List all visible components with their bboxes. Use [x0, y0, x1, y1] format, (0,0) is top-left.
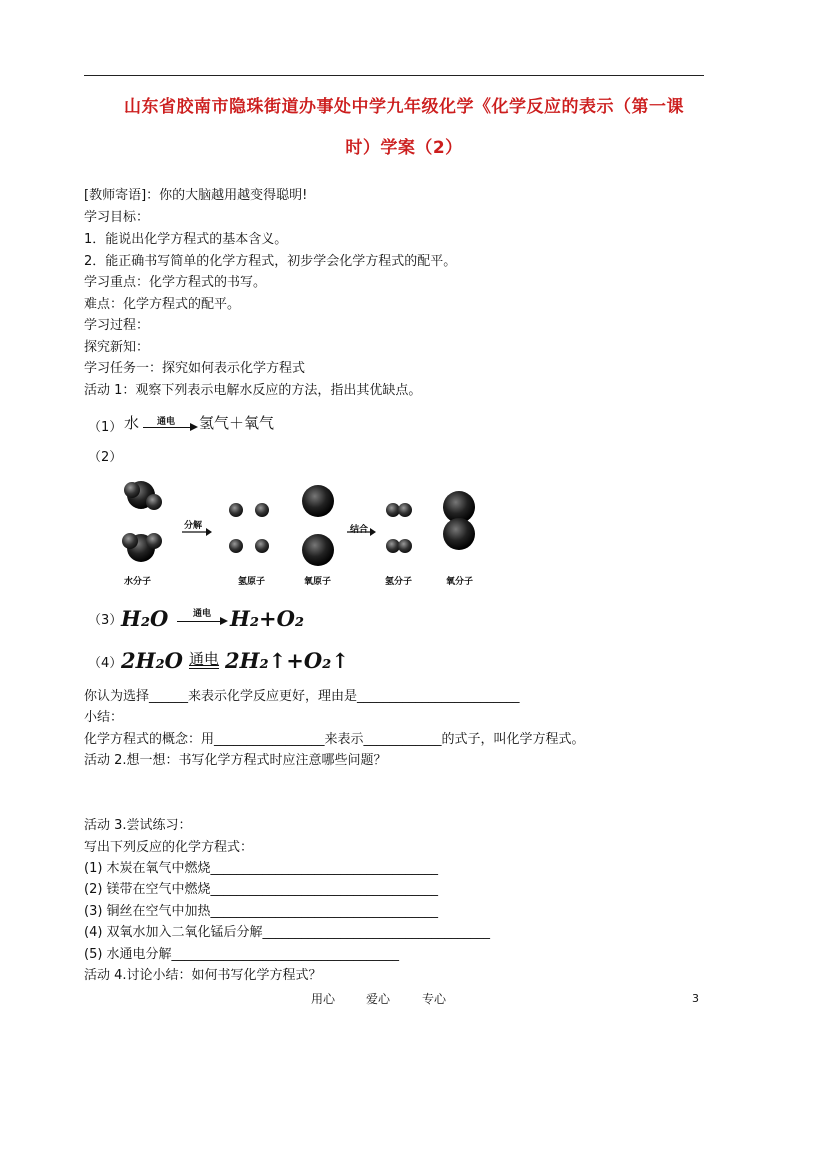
page-number: 3 — [692, 992, 699, 1005]
objectives-heading: 学习目标： — [84, 210, 150, 225]
oxygen-molecule — [443, 491, 475, 550]
objective-1: 1．能说出化学方程式的基本含义。 — [84, 232, 288, 247]
activity-3: 活动 3.尝试练习： — [84, 818, 192, 833]
eq3-arrow — [177, 621, 223, 622]
oxygen-atoms — [302, 485, 334, 566]
eq3-condition: 通电 — [193, 609, 212, 619]
hydrogen-molecules — [386, 503, 412, 553]
process-heading: 学习过程： — [84, 318, 150, 333]
footer-right: 专心 — [422, 992, 447, 1006]
summary-heading: 小结： — [84, 710, 124, 725]
eq2-arrow1-label: 分解 — [184, 521, 203, 531]
eq2-arrow2-label: 结合 — [350, 525, 369, 535]
caption-hydrogen-molecule: 氢分子 — [385, 577, 413, 587]
eq1-products: 氢气＋氧气 — [199, 414, 275, 432]
activity-4: 活动 4.讨论小结：如何书写化学方程式？ — [84, 968, 322, 983]
eq1-label: （1） — [88, 420, 123, 435]
practice-item-5: (5) 水通电分解___________________________________ — [84, 947, 400, 962]
footer-left: 用心 — [311, 992, 336, 1006]
explore-heading: 探究新知： — [84, 340, 150, 355]
practice-item-4: (4) 双氧水加入二氧化锰后分解___________________________________ — [84, 925, 491, 940]
eq2-label: （2） — [88, 450, 123, 465]
objective-2: 2．能正确书写简单的化学方程式，初步学会化学方程式的配平。 — [84, 254, 457, 269]
title-line-1: 山东省胶南市隐珠街道办事处中学九年级化学《化学反应的表示（第一课 — [124, 97, 684, 117]
water-molecule-bottom — [122, 533, 162, 562]
eq4-left: 2H₂O — [121, 648, 183, 673]
caption-hydrogen-atom: 氢原子 — [238, 577, 266, 587]
footer-middle: 爱心 — [366, 992, 391, 1006]
hydrogen-atoms — [229, 503, 269, 553]
eq3-arrow-head — [220, 617, 228, 625]
task-one: 学习任务一：探究如何表示化学方程式 — [84, 361, 306, 376]
practice-instruction: 写出下列反应的化学方程式： — [84, 840, 254, 855]
caption-water-molecule: 水分子 — [124, 577, 152, 587]
choice-question: 你认为选择______来表示化学反应更好，理由是_________________________ — [84, 689, 520, 704]
eq1-reactant: 水 — [124, 414, 140, 432]
eq3-left: H₂O — [121, 606, 169, 631]
key-point: 学习重点：化学方程式的书写。 — [84, 275, 267, 290]
eq3-label: （3） — [88, 613, 123, 628]
activity-2: 活动 2.想一想：书写化学方程式时应注意哪些问题？ — [84, 753, 387, 768]
eq1-condition: 通电 — [157, 417, 176, 427]
eq4-label: （4） — [88, 656, 123, 671]
practice-item-2: (2) 镁带在空气中燃烧___________________________________ — [84, 882, 439, 897]
electrolysis-molecule-diagram — [110, 470, 490, 590]
eq1-arrow — [143, 427, 193, 428]
eq1-arrow-head — [190, 423, 198, 431]
header-rule — [84, 75, 704, 76]
eq3-right: H₂+O₂ — [230, 606, 305, 631]
caption-oxygen-molecule: 氧分子 — [446, 577, 474, 587]
teacher-message: [教师寄语]：你的大脑越用越变得聪明! — [84, 188, 308, 203]
title-line-2: 时）学案（2） — [345, 138, 463, 158]
activity-1: 活动 1：观察下列表示电解水反应的方法，指出其优缺点。 — [84, 383, 422, 398]
concept-definition: 化学方程式的概念：用_________________来表示____________的式子，叫化学方程式。 — [84, 732, 585, 747]
eq4-condition: 通电 — [189, 650, 220, 668]
caption-oxygen-atom: 氧原子 — [304, 577, 332, 587]
difficulty: 难点：化学方程式的配平。 — [84, 297, 241, 312]
practice-item-1: (1) 木炭在氧气中燃烧___________________________________ — [84, 861, 439, 876]
water-molecule-top — [124, 481, 162, 510]
eq4-right: 2H₂↑+O₂↑ — [225, 648, 349, 673]
practice-item-3: (3) 铜丝在空气中加热___________________________________ — [84, 904, 439, 919]
